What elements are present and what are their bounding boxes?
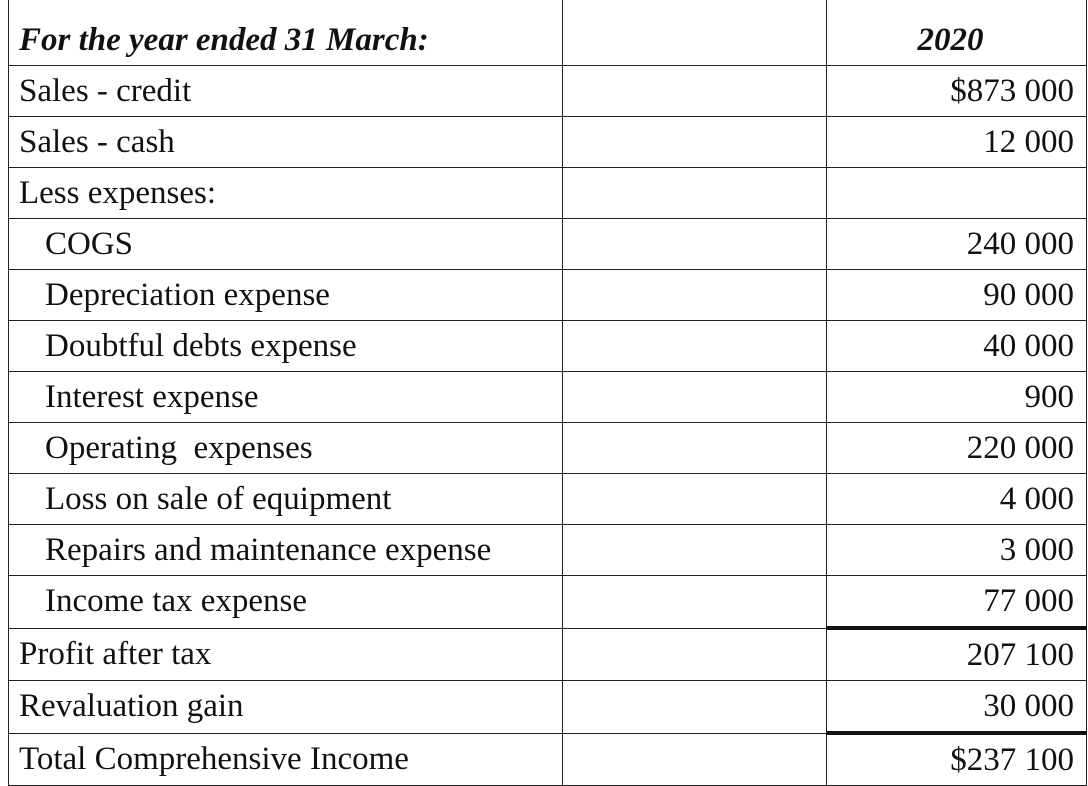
row-label: Loss on sale of equipment [9,474,563,525]
blank-cell [563,168,827,219]
row-label: Sales - cash [9,117,563,168]
header-row [9,0,1087,66]
row-value: 77 000 [827,576,1087,629]
row-value: 90 000 [827,270,1087,321]
row-label: Less expenses: [9,168,563,219]
blank-cell [563,372,827,423]
income-statement-table [8,0,1087,786]
row-doubtful-debts [9,321,1087,372]
row-value: 4 000 [827,474,1087,525]
row-cogs [9,219,1087,270]
year-heading: 2020 [827,0,1087,66]
row-value: 207 100 [827,628,1087,681]
row-value: 240 000 [827,219,1087,270]
blank-cell [563,219,827,270]
blank-cell [563,270,827,321]
blank-cell [563,628,827,681]
row-label: Doubtful debts expense [9,321,563,372]
row-profit-after-tax [9,628,1087,681]
blank-cell [563,423,827,474]
row-label: Depreciation expense [9,270,563,321]
row-value: 220 000 [827,423,1087,474]
row-revaluation-gain [9,681,1087,734]
blank-cell [563,66,827,117]
row-label: Sales - credit [9,66,563,117]
row-label: Income tax expense [9,576,563,629]
blank-cell [563,525,827,576]
row-sales-cash [9,117,1087,168]
row-income-tax [9,576,1087,629]
blank-cell [563,0,827,66]
row-value [827,168,1087,219]
row-label: Profit after tax [9,628,563,681]
blank-cell [563,474,827,525]
row-label: Total Comprehensive Income [9,733,563,786]
row-total-comprehensive-income [9,733,1087,786]
row-label: Repairs and maintenance expense [9,525,563,576]
row-label: Revaluation gain [9,681,563,734]
row-interest [9,372,1087,423]
row-operating [9,423,1087,474]
row-value: 3 000 [827,525,1087,576]
row-less-expenses [9,168,1087,219]
row-sales-credit [9,66,1087,117]
blank-cell [563,117,827,168]
row-depreciation [9,270,1087,321]
row-label: Interest expense [9,372,563,423]
row-value: 12 000 [827,117,1087,168]
row-loss-on-sale [9,474,1087,525]
row-value: $873 000 [827,66,1087,117]
blank-cell [563,681,827,734]
blank-cell [563,733,827,786]
row-value: $237 100 [827,733,1087,786]
row-value: 900 [827,372,1087,423]
row-value: 30 000 [827,681,1087,734]
row-label: Operating expenses [9,423,563,474]
period-heading: For the year ended 31 March: [9,0,563,66]
row-value: 40 000 [827,321,1087,372]
row-repairs [9,525,1087,576]
row-label: COGS [9,219,563,270]
blank-cell [563,576,827,629]
blank-cell [563,321,827,372]
